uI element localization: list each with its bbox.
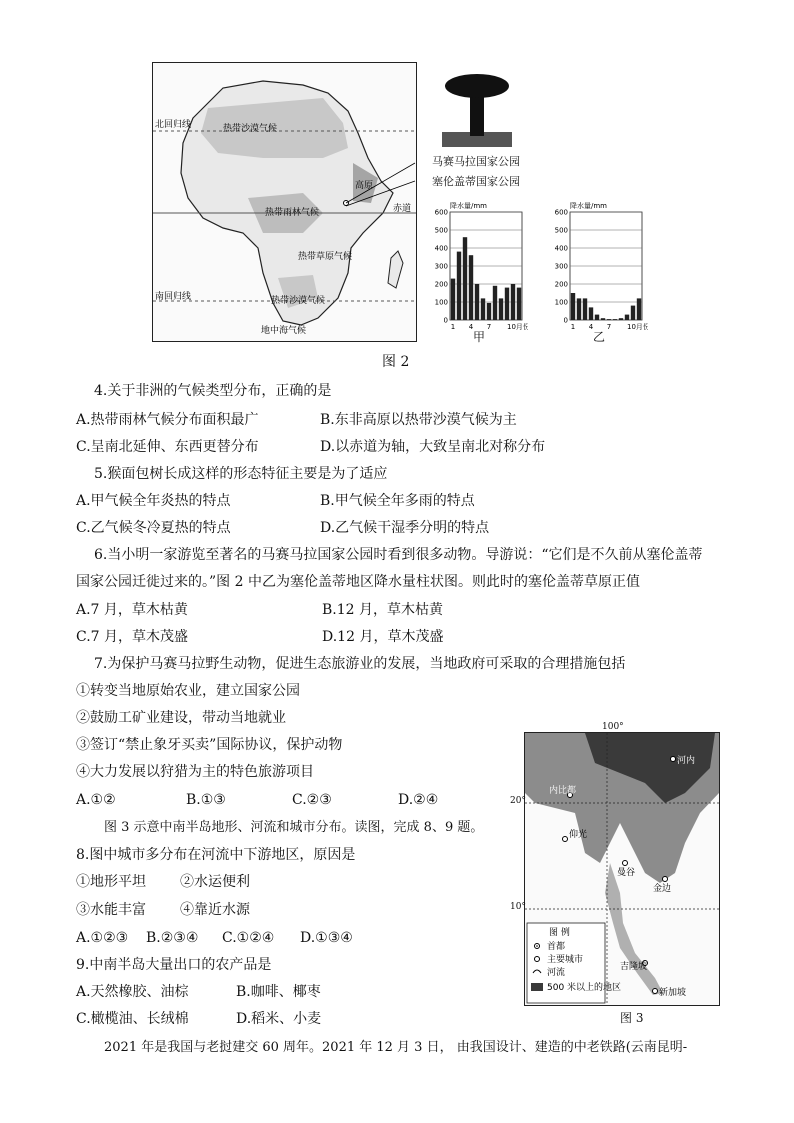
q6-stem-line1: 6.当小明一家游览至著名的马赛马拉国家公园时看到很多动物。导游说：“它们是不久前从塞伦盖蒂: [94, 547, 703, 563]
chart-yi-bar: [583, 298, 587, 320]
chart-yi-bar: [595, 315, 599, 320]
city-singapore-marker: [653, 989, 658, 994]
chart-jia-ytick-label: 100: [434, 298, 448, 307]
q6-stem-line2: 国家公园迁徙过来的。”图 2 中乙为塞伦盖蒂地区降水量柱状图。则此时的塞伦盖蒂草原正值: [76, 574, 640, 590]
chart-jia-ytick-label: 500: [434, 226, 448, 235]
chart-jia-bar: [517, 288, 521, 320]
city-label-naypyidaw: 内比都: [549, 786, 577, 796]
label-desert-south: 热带沙漠气候: [271, 296, 326, 306]
city-phnompenh-marker: [663, 877, 668, 882]
city-bangkok-marker: [623, 861, 628, 866]
q7-option-d[interactable]: D.②④: [398, 792, 439, 808]
chart-jia-bar: [511, 284, 515, 320]
chart-jia-bar: [475, 284, 479, 320]
chart-jia-ytick-label: 400: [434, 244, 448, 253]
q9-stem: 9.中南半岛大量出口的农产品是: [76, 957, 272, 973]
chart-yi-ytick-label: 600: [554, 208, 568, 217]
q5-stem: 5.猴面包树长成这样的形态特征主要是为了适应: [94, 466, 388, 482]
footer-paragraph: 2021 年是我国与老挝建交 60 周年。2021 年 12 月 3 日， 由我国设计、建造的中老铁路(云南昆明-: [104, 1040, 688, 1055]
legend-city-icon: [535, 957, 540, 962]
q5-option-d[interactable]: D.乙气候干湿季分明的特点: [320, 520, 490, 536]
q7-item-1: ①转变当地原始农业，建立国家公园: [76, 683, 300, 699]
chart-jia-bar: [451, 279, 455, 320]
label-tropic-cancer: 北回归线: [155, 120, 192, 130]
legend-highland: 500 米以上的地区: [547, 983, 622, 993]
q9-option-a[interactable]: A.天然橡胶、油棕: [76, 984, 189, 1000]
q6-option-d[interactable]: D.12 月，草木茂盛: [322, 629, 444, 645]
figure2-caption: 图 2: [382, 354, 410, 370]
chart-jia-xtick-label: 10月份: [507, 323, 528, 331]
q6-option-c[interactable]: C.7 月，草木茂盛: [76, 629, 189, 645]
q9-option-c[interactable]: C.橄榄油、长绒棉: [76, 1011, 189, 1027]
chart-jia-bar: [463, 237, 467, 320]
q7-item-2: ②鼓励工矿业建设，带动当地就业: [76, 710, 286, 726]
chart-jia-unit-label: 降水量/mm: [450, 202, 487, 210]
chart-jia-ytick-label: 300: [434, 262, 448, 271]
chart-jia-bar: [481, 298, 485, 320]
q9-option-b[interactable]: B.咖啡、椰枣: [236, 984, 321, 1000]
chart-jia-xtick-label: 4: [468, 323, 474, 331]
chart-yi-ytick-label: 100: [554, 298, 568, 307]
chart-yi-xtick-label: 4: [588, 323, 594, 331]
q7-stem: 7.为保护马赛马拉野生动物，促进生态旅游业的发展，当地政府可采取的合理措施包括: [94, 656, 626, 672]
chart-jia-ytick-label: 200: [434, 280, 448, 289]
baobab-tree-image: [442, 72, 512, 147]
label-desert-north: 热带沙漠气候: [223, 124, 278, 134]
q6-option-a[interactable]: A.7 月，草木枯黄: [76, 602, 188, 618]
legend-city: 主要城市: [547, 955, 584, 965]
chart-jia-ytick-label: 600: [434, 208, 448, 217]
lon-100-label: 100°: [602, 722, 624, 732]
lat-10-label: 10°: [510, 902, 526, 912]
q9-option-d[interactable]: D.稻米、小麦: [236, 1011, 322, 1027]
chart-yi-xtick-label: 7: [606, 323, 612, 331]
chart-yi-bar: [601, 318, 605, 320]
park-label-serengeti: 塞伦盖蒂国家公园: [432, 175, 520, 188]
legend-capital: 首都: [547, 942, 566, 952]
chart-yi-xtick-label: 10月份: [627, 323, 648, 331]
q4-option-a[interactable]: A.热带雨林气候分布面积最广: [76, 412, 259, 428]
madagascar-outline: [388, 251, 403, 288]
q8-item-1: ①地形平坦: [76, 874, 146, 890]
chart-yi-ytick-label: 200: [554, 280, 568, 289]
chart-jia-bar: [457, 252, 461, 320]
city-label-yangon: 仰光: [569, 830, 588, 840]
chart-yi-bar: [625, 315, 629, 320]
chart-jia-xtick-label: 1: [450, 323, 456, 331]
q8-option-c[interactable]: C.①②④: [222, 930, 275, 946]
q8-option-d[interactable]: D.①③④: [300, 930, 353, 946]
chart-yi-caption: 乙: [593, 330, 606, 344]
city-label-phnompenh: 金边: [653, 884, 672, 894]
chart-jia-bar: [499, 298, 503, 320]
chart-yi-bar: [637, 298, 641, 320]
q5-option-a[interactable]: A.甲气候全年炎热的特点: [76, 493, 231, 509]
chart-yi-ytick-label: 300: [554, 262, 568, 271]
q4-option-d[interactable]: D.以赤道为轴，大致呈南北对称分布: [320, 439, 546, 455]
q6-option-b[interactable]: B.12 月，草木枯黄: [322, 602, 444, 618]
q7-option-c[interactable]: C.②③: [292, 792, 332, 808]
chart-yi-bar: [631, 306, 635, 320]
chart-yi-ytick-label: 500: [554, 226, 568, 235]
city-label-singapore: 新加坡: [659, 988, 687, 998]
label-plateau: 高原: [355, 181, 374, 191]
park-label-masai-mara: 马赛马拉国家公园: [432, 155, 520, 168]
indochina-map: [524, 732, 720, 1006]
label-grassland: 热带草原气候: [298, 252, 353, 262]
label-mediterranean: 地中海气候: [261, 326, 307, 336]
chart-yi-ytick-label: 400: [554, 244, 568, 253]
chart-yi-bar: [571, 293, 575, 320]
africa-climate-map: [152, 62, 417, 342]
q5-option-b[interactable]: B.甲气候全年多雨的特点: [320, 493, 475, 509]
q8-option-a[interactable]: A.①②③: [76, 930, 129, 946]
chart-jia-bar: [487, 303, 491, 320]
q4-option-c[interactable]: C.呈南北延伸、东西更替分布: [76, 439, 259, 455]
figure3-caption: 图 3: [620, 1011, 644, 1025]
q8-stem: 8.图中城市多分布在河流中下游地区，原因是: [76, 847, 356, 863]
chart-jia-xtick-label: 7: [486, 323, 492, 331]
legend-highland-icon: [531, 983, 543, 991]
q7-item-3: ③签订“禁止象牙买卖”国际协议，保护动物: [76, 737, 343, 753]
city-label-hanoi: 河内: [677, 756, 696, 766]
chart-yi-bar: [619, 318, 623, 320]
q8-item-4: ④靠近水源: [180, 902, 250, 918]
land-peninsula: [605, 863, 663, 995]
chart-jia-ytick-label: 0: [443, 316, 448, 325]
chart-yi: [548, 200, 648, 340]
figure3-intro: 图 3 示意中南半岛地形、河流和城市分布。读图，完成 8、9 题。: [104, 820, 484, 835]
label-tropic-capricorn: 南回归线: [155, 292, 192, 302]
chart-yi-unit-label: 降水量/mm: [570, 202, 607, 210]
legend-title: 图 例: [549, 928, 570, 938]
chart-jia-svg: [428, 200, 528, 340]
chart-yi-svg: [548, 200, 648, 340]
chart-jia-bar: [469, 255, 473, 320]
chart-yi-ytick-label: 0: [563, 316, 568, 325]
legend-river: 河流: [547, 968, 566, 978]
q8-option-b[interactable]: B.②③④: [146, 930, 199, 946]
chart-yi-bar: [589, 307, 593, 320]
indochina-map-svg: [525, 733, 719, 1005]
africa-map-svg: [153, 63, 416, 341]
chart-jia-bar: [505, 288, 509, 320]
chart-jia-bar: [493, 286, 497, 320]
q7-option-b[interactable]: B.①③: [186, 792, 226, 808]
chart-yi-xtick-label: 1: [570, 323, 576, 331]
chart-jia: [428, 200, 528, 340]
q8-item-3: ③水能丰富: [76, 902, 146, 918]
lat-20-label: 20°: [510, 796, 526, 806]
q8-item-2: ②水运便利: [180, 874, 250, 890]
city-label-bangkok: 曼谷: [617, 868, 636, 878]
chart-yi-bar: [607, 319, 611, 320]
city-yangon-marker: [563, 837, 568, 842]
label-rainforest: 热带雨林气候: [265, 208, 320, 218]
chart-yi-bar: [613, 319, 617, 320]
q7-item-4: ④大力发展以狩猎为主的特色旅游项目: [76, 764, 314, 780]
q4-option-b[interactable]: B.东非高原以热带沙漠气候为主: [320, 412, 517, 428]
chart-jia-caption: 甲: [473, 330, 486, 344]
q4-stem: 4.关于非洲的气候类型分布，正确的是: [94, 383, 332, 399]
city-label-kualalumpur: 吉隆坡: [620, 962, 648, 972]
city-hanoi-marker: [671, 757, 676, 762]
q5-option-c[interactable]: C.乙气候冬冷夏热的特点: [76, 520, 231, 536]
label-equator: 赤道: [393, 204, 412, 214]
chart-yi-bar: [577, 298, 581, 320]
q7-option-a[interactable]: A.①②: [76, 792, 116, 808]
